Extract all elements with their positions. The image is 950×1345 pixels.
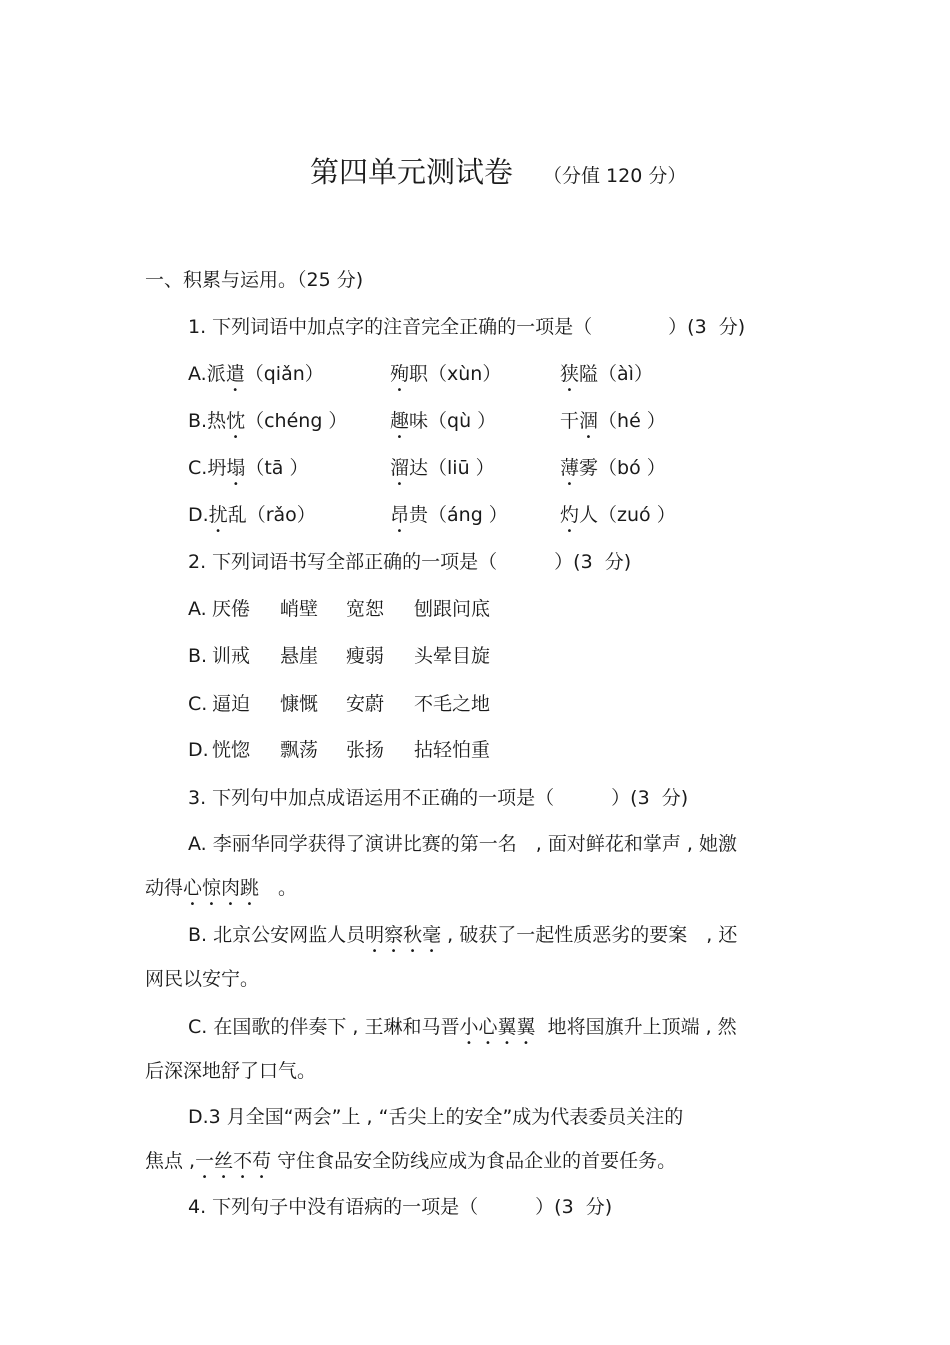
score-subtitle: （分值 120 分）: [543, 165, 687, 187]
q1-option-c-word2: 溜达（liū ）: [390, 457, 495, 479]
q1-option-d: D.扰乱（rǎo）: [188, 504, 316, 526]
q1-option-c: C.坍塌（tā ）: [188, 457, 309, 479]
q1-option-c-word3: 薄雾（bó ）: [560, 457, 666, 479]
q1-option-b-word3: 干涸（hé ）: [560, 410, 666, 432]
q1-option-d-word2: 昂贵（áng ）: [390, 504, 508, 526]
question-3-stem: 3. 下列句中加点成语运用不正确的一项是（ ）(3 分): [188, 787, 689, 809]
exam-header: [310, 150, 686, 191]
q1-option-b-word2: 趣味（qù ）: [390, 410, 497, 432]
q3-option-b-line2: 网民以安宁。: [145, 968, 260, 990]
page-title: 第四单元测试卷: [310, 155, 514, 189]
q3-option-c-line1: C. 在国歌的伴奏下 , 王琳和马晋小心翼翼 地将国旗升上顶端 , 然: [188, 1016, 737, 1038]
q1-option-a-word2: 殉职（xùn）: [390, 363, 502, 385]
q3-option-b-line1: B. 北京公安网监人员明察秋毫 , 破获了一起性质恶劣的要案 , 还: [188, 924, 738, 946]
q1-option-a-word3: 狭隘（àì）: [560, 363, 653, 385]
q3-option-d-line1: D.3 月全国“两会”上 , “舌尖上的安全”成为代表委员关注的: [188, 1106, 684, 1128]
q1-option-d-word3: 灼人（zuó ）: [560, 504, 676, 526]
q3-option-d-line2: 焦点 ,一丝不苟 守住食品安全防线应成为食品企业的首要任务。: [145, 1150, 677, 1172]
q3-option-c-line2: 后深深地舒了口气。: [145, 1060, 317, 1082]
q3-option-a-line2: 动得心惊肉跳 。: [145, 877, 298, 899]
section-heading: 一、积累与运用。（25 分): [145, 269, 364, 291]
q3-option-a-line1: A. 李丽华同学获得了演讲比赛的第一名 , 面对鲜花和掌声 , 她激: [188, 833, 737, 855]
q1-option-a: A.派遣（qiǎn）: [188, 363, 324, 385]
question-1-stem: 1. 下列词语中加点字的注音完全正确的一项是（ ）(3 分): [188, 316, 746, 338]
question-2-stem: 2. 下列词语书写全部正确的一项是（ ）(3 分): [188, 551, 632, 573]
question-4-stem: 4. 下列句子中没有语病的一项是（ ）(3 分): [188, 1196, 613, 1218]
q1-option-b: B.热忱（chéng ）: [188, 410, 348, 432]
